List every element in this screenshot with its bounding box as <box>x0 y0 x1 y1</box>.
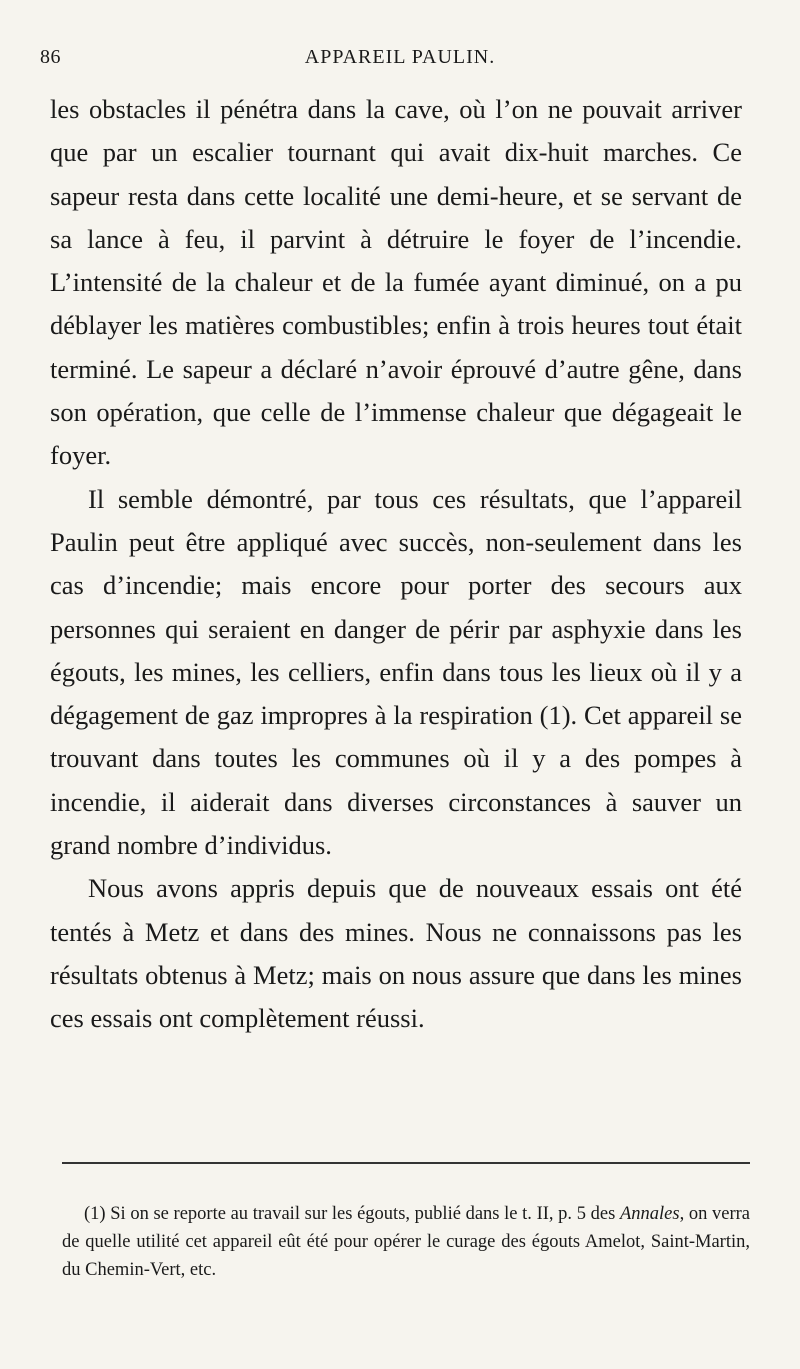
footnote-tail: , on verra de quelle utilité cet appareil eût été pour opérer le curage des égouts Amelot, Saint-Martin, du Chemin-Vert, etc. <box>62 1204 750 1280</box>
running-title: APPAREIL PAULIN. <box>304 46 496 68</box>
main-text <box>50 88 742 1041</box>
paragraph-2: Il semble démontré, par tous ces résultats, que l’appareil Paulin peut être appliqué avec succès, non-seulement dans les cas d’incendie; mais encore pour porter des secours aux personnes qui seraient en danger de périr par asphyxie dans les égouts, les mines, les celliers, enfin dans tous les lieux où il y a dégagement de gaz impropres à la respiration (1). Cet appareil se trouvant dans toutes les communes où il y a des pompes à incendie, il aiderait dans diverses circonstances à sauver un grand nombre d’individus. <box>50 483 742 861</box>
footnote-journal-title: Annales <box>619 1204 680 1224</box>
footnote-divider <box>62 1162 750 1164</box>
footnote-text <box>62 1200 750 1284</box>
running-header <box>40 46 760 76</box>
footnote-lead: (1) Si on se reporte au travail sur les égouts, publié dans le t. II, p. 5 des <box>84 1204 620 1224</box>
paragraph-1: les obstacles il pénétra dans la cave, où l’on ne pouvait arriver que par un escalier tournant qui avait dix-huit marches. Ce sapeur resta dans cette localité une demi-heure, et se servant de sa lance à feu, il parvint à détruire le foyer de l’incendie. L’intensité de la chaleur et de la fumée ayant diminué, on a pu déblayer les matières combustibles; enfin à trois heures tout était terminé. Le sapeur a déclaré n’avoir éprouvé d’autre gêne, dans son opération, que celle de l’immense chaleur que dégageait le foyer. <box>50 94 742 471</box>
footnote <box>62 1200 750 1284</box>
page-number: 86 <box>40 46 61 68</box>
paragraph-3: Nous avons appris depuis que de nouveaux essais ont été tentés à Metz et dans des mines. Nous ne connaissons pas les résultats obtenus à Metz; mais on nous assure que dans les mines ces essais ont complètement réussi. <box>50 873 742 1034</box>
